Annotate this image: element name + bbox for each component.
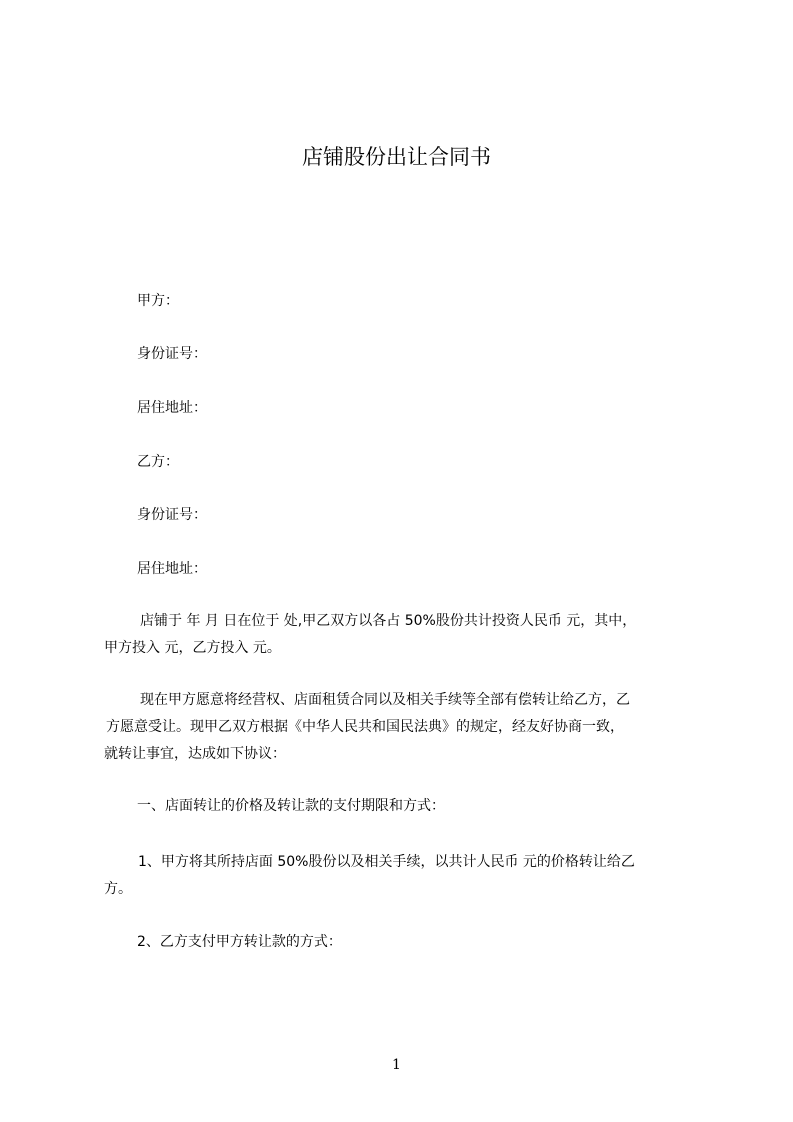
clause-2: 2、乙方支付甲方转让款的方式： bbox=[137, 934, 342, 950]
party-a-id-label: 身份证号： bbox=[137, 346, 207, 362]
party-b-id-label: 身份证号： bbox=[137, 507, 207, 523]
clause-1-line-2: 方。 bbox=[104, 881, 132, 897]
party-b-address-label: 居住地址： bbox=[137, 561, 207, 577]
intro-paragraph-line-2: 甲方投入 元，乙方投入 元。 bbox=[104, 640, 281, 656]
purpose-paragraph bbox=[104, 687, 704, 768]
clause-1-line-1: 1、甲方将其所持店面 50%股份以及相关手续，以共计人民币 元的价格转让给乙 bbox=[138, 854, 635, 870]
clause-1 bbox=[104, 849, 704, 903]
intro-paragraph bbox=[104, 608, 704, 662]
party-a-address-label: 居住地址： bbox=[137, 400, 207, 416]
purpose-paragraph-line-1: 现在甲方愿意将经营权、店面租赁合同以及相关手续等全部有偿转让给乙方，乙 bbox=[140, 692, 630, 708]
page-number: 1 bbox=[392, 1057, 401, 1073]
purpose-paragraph-line-3: 就转让事宜，达成如下协议： bbox=[104, 746, 286, 762]
document-title: 店铺股份出让合同书 bbox=[302, 145, 491, 169]
party-b-name-label: 乙方： bbox=[137, 454, 179, 470]
party-a-name-label: 甲方： bbox=[137, 293, 179, 309]
section-1-heading: 一、店面转让的价格及转让款的支付期限和方式： bbox=[137, 798, 445, 814]
purpose-paragraph-line-2: 方愿意受让。现甲乙双方根据《中华人民共和国民法典》的规定，经友好协商一致， bbox=[106, 719, 624, 735]
intro-paragraph-line-1: 店铺于 年 月 日在位于 处,甲乙双方以各占 50%股份共计投资人民币 元，其中， bbox=[140, 613, 637, 629]
